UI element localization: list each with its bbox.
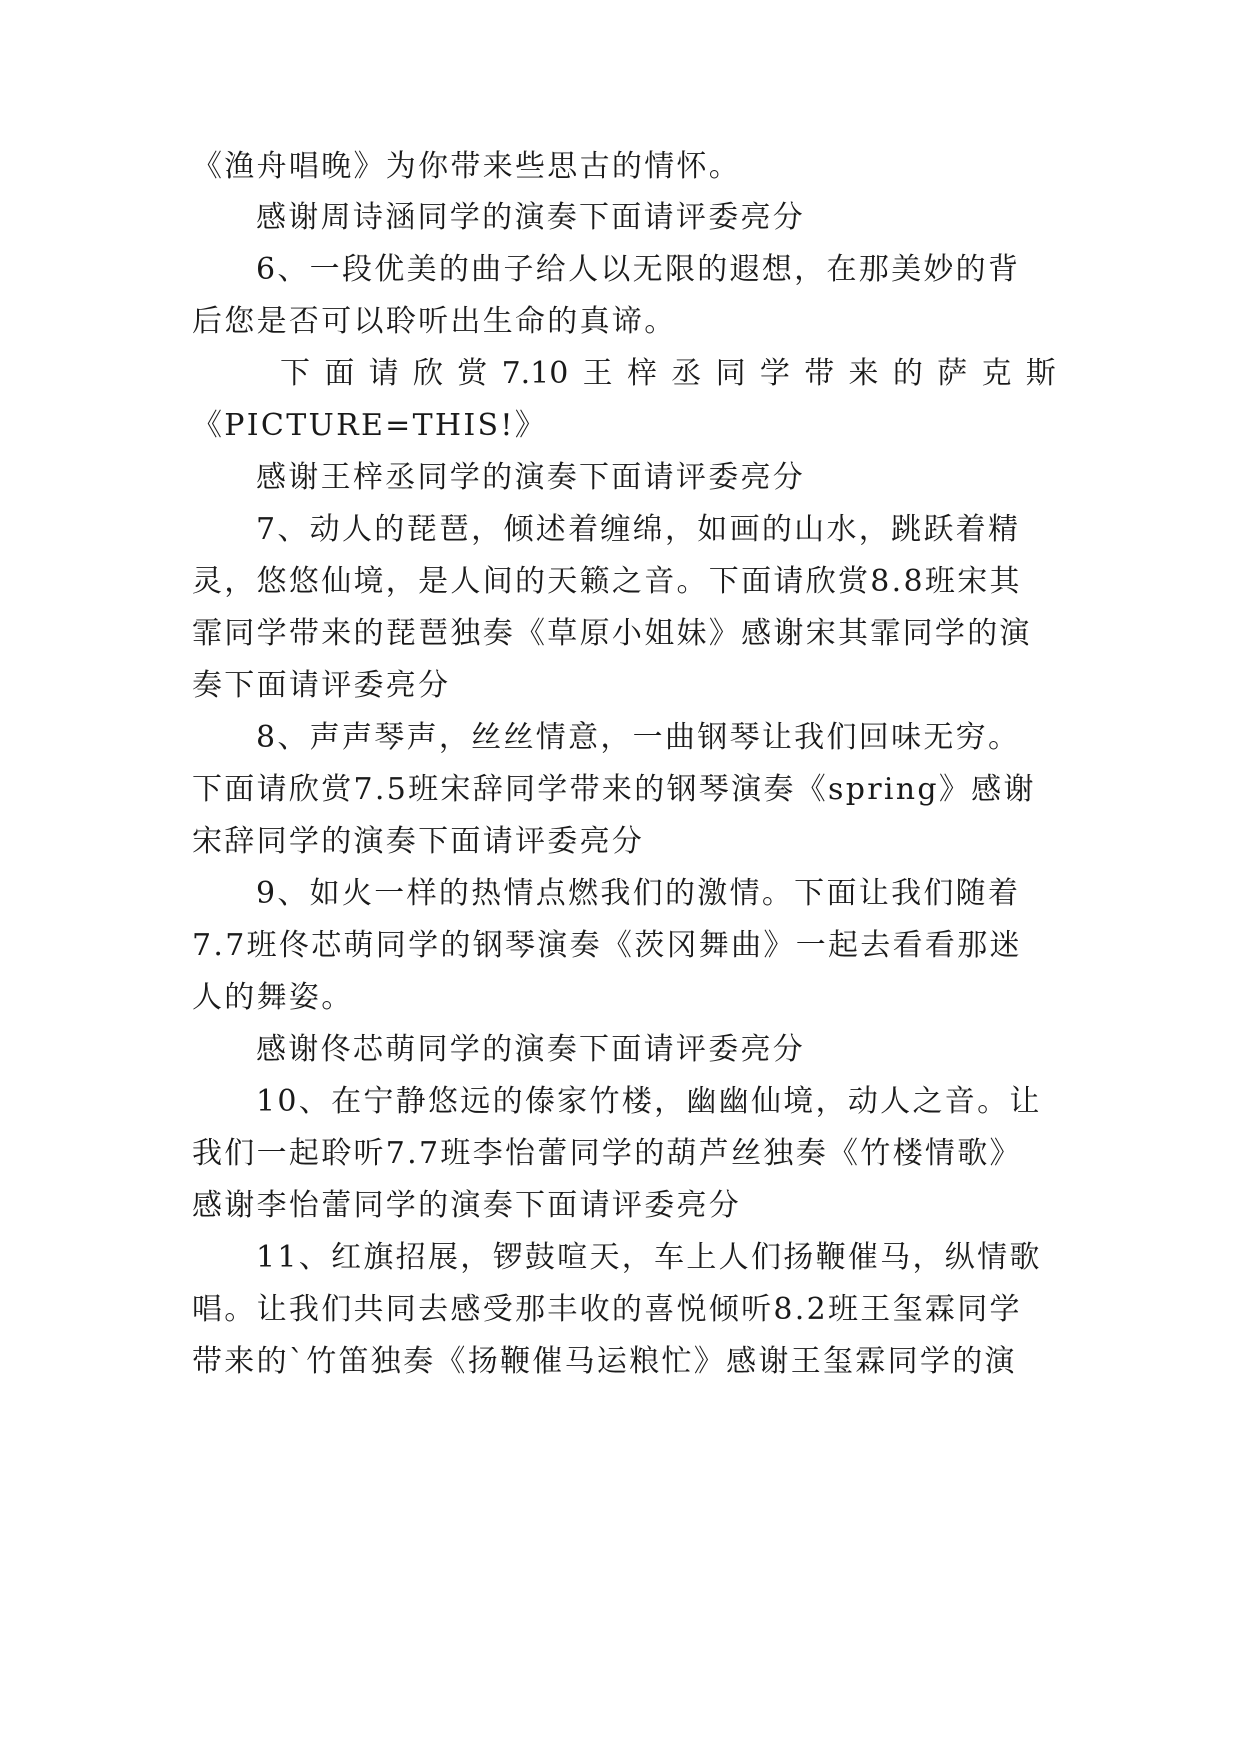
text-line: 10、在宁静悠远的傣家竹楼，幽幽仙境，动人之音。让: [256, 1084, 1042, 1119]
text-line: 《PICTURE=THIS!》: [192, 408, 548, 443]
text-line: 6、一段优美的曲子给人以无限的遐想，在那美妙的背: [256, 252, 1021, 287]
text-line: 7.7班佟芯萌同学的钢琴演奏《茨冈舞曲》一起去看看那迷: [192, 928, 1022, 963]
word: 7.10: [501, 356, 569, 391]
text-line: 《渔舟唱晚》为你带来些思古的情怀。: [192, 149, 742, 184]
word: 梓: [626, 356, 657, 391]
word: 请: [368, 356, 399, 391]
word: 下: [280, 356, 310, 391]
text-line: 奏下面请评委亮分: [192, 668, 451, 703]
word: 来: [848, 356, 879, 391]
text-line: 灵，悠悠仙境，是人间的天籁之音。下面请欣赏8.8班宋其: [192, 564, 1022, 599]
word: 克: [981, 356, 1012, 391]
word: 赏: [457, 356, 488, 391]
word: 斯: [1025, 356, 1056, 391]
text-line: 9、如火一样的热情点燃我们的激情。下面让我们随着: [256, 876, 1021, 911]
word: 面: [324, 356, 355, 391]
text-line: 下面请欣赏7.5班宋辞同学带来的钢琴演奏《spring》感谢: [192, 772, 1036, 807]
text-line: 感谢李怡蕾同学的演奏下面请评委亮分: [192, 1188, 742, 1223]
text-line: 人的舞姿。: [192, 980, 354, 1015]
word: 学: [759, 356, 790, 391]
word: 的: [892, 356, 923, 391]
text-line: 11、红旗招展，锣鼓喧天，车上人们扬鞭催马，纵情歌: [256, 1240, 1042, 1275]
text-line: 感谢周诗涵同学的演奏下面请评委亮分: [256, 200, 806, 235]
text-line: 感谢佟芯萌同学的演奏下面请评委亮分: [256, 1032, 806, 1067]
text-line: 8、声声琴声，丝丝情意，一曲钢琴让我们回味无穷。: [256, 720, 1021, 755]
word: 同: [715, 356, 746, 391]
justified-text-line: [280, 349, 1056, 399]
text-line: 宋辞同学的演奏下面请评委亮分: [192, 824, 645, 859]
text-line: 我们一起聆听7.7班李怡蕾同学的葫芦丝独奏《竹楼情歌》: [192, 1136, 1022, 1171]
text-line: 霏同学带来的琵琶独奏《草原小姐妹》感谢宋其霏同学的演: [192, 616, 1032, 651]
word: 欣: [412, 356, 443, 391]
word: 萨: [937, 356, 968, 391]
word: 带: [804, 356, 835, 391]
word: 王: [582, 356, 613, 391]
text-line: 7、动人的琵琶，倾述着缠绵，如画的山水，跳跃着精: [256, 512, 1021, 547]
text-line: 后您是否可以聆听出生命的真谛。: [192, 304, 677, 339]
text-line: 唱。让我们共同去感受那丰收的喜悦倾听8.2班王玺霖同学: [192, 1292, 1022, 1327]
word: 丞: [671, 356, 702, 391]
text-line: 感谢王梓丞同学的演奏下面请评委亮分: [256, 460, 806, 495]
text-line: 带来的`竹笛独奏《扬鞭催马运粮忙》感谢王玺霖同学的演: [192, 1344, 1017, 1379]
